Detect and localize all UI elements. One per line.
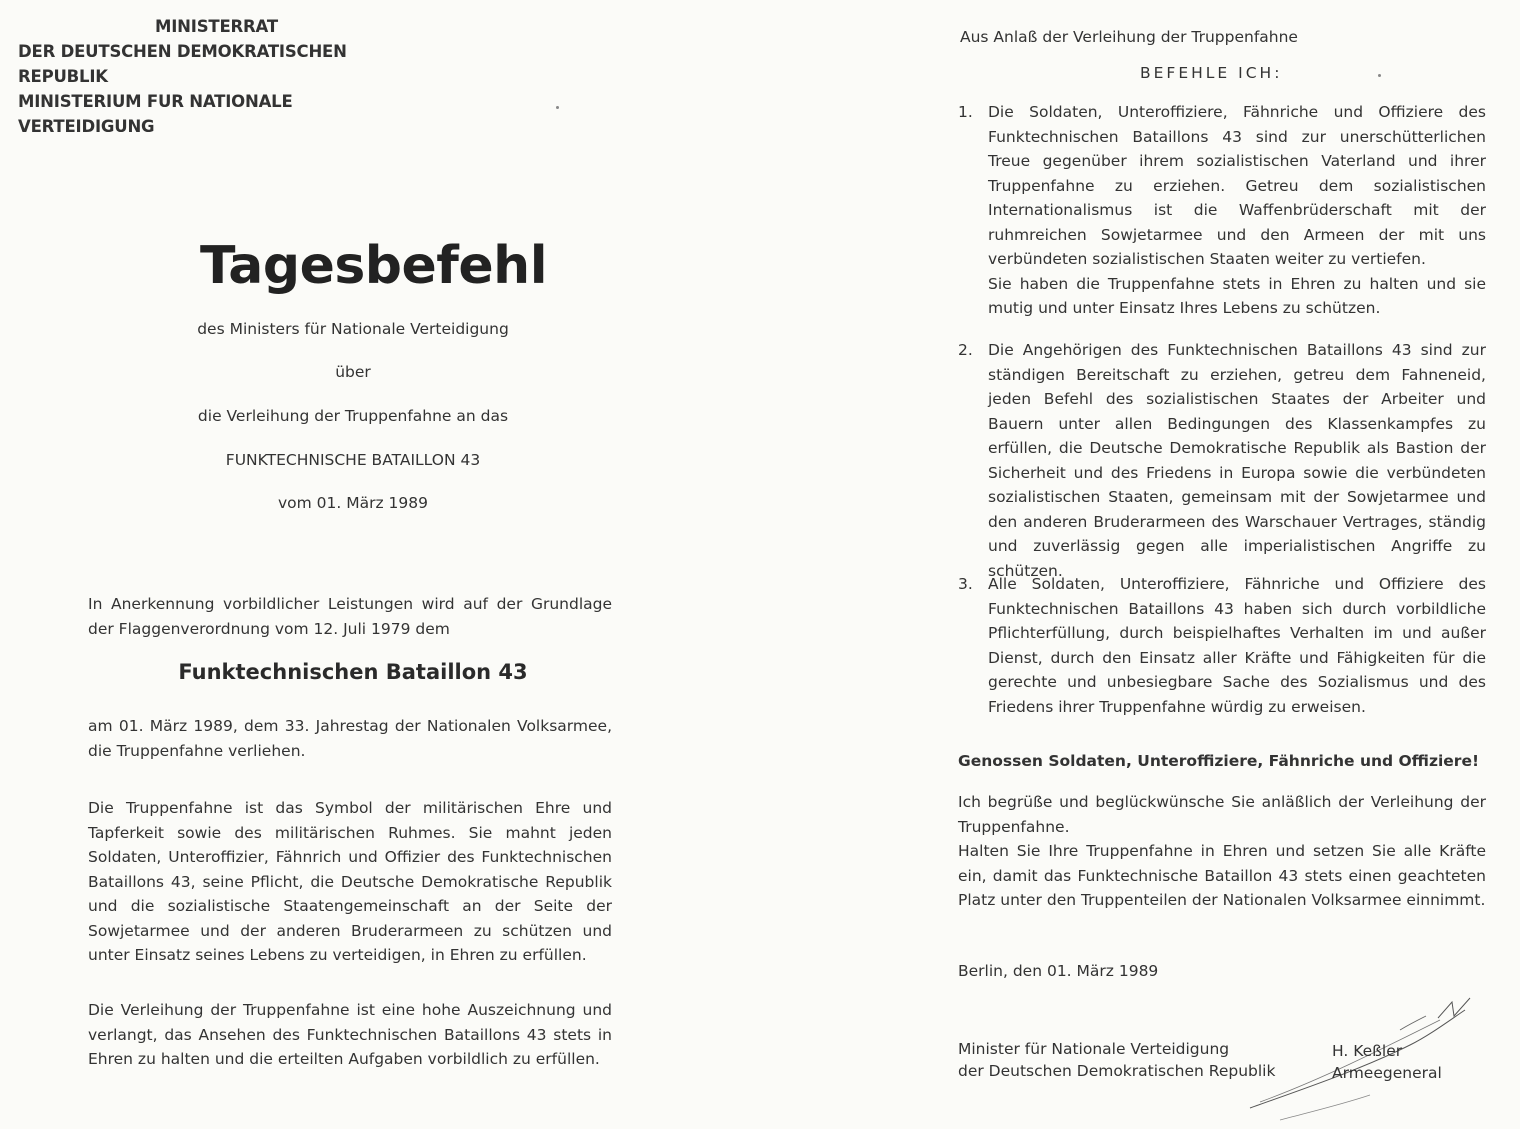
- order-body: [988, 338, 1486, 583]
- subtitle-date: vom 01. März 1989: [277, 494, 428, 512]
- order-number: 3.: [958, 575, 973, 593]
- order-body: [988, 572, 1486, 719]
- subtitle-award: die Verleihung der Truppenfahne an das: [197, 407, 509, 425]
- signer-rank: Armeegeneral: [1332, 1064, 1442, 1082]
- greeting-paragraph: Ich begrüße und beglückwünsche Sie anläßlich der Verleihung der Truppenfahne.: [958, 793, 1486, 836]
- flag-symbol-paragraph: Die Truppenfahne ist das Symbol der militärischen Ehre und Tapferkeit sowie des militärischen Ruhmes. Sie mahnt jeden Soldaten, Unteroffizier, Fähnrich und Offizier des Funktechnischen Bataillons 43, seine Pflicht, die Deutsche Demokratische Republik und die sozialistische Staatengemeinschaft an der Seite der Sowjetarmee und der anderen Bruderarmeen zu schützen und unter Einsatz seines Lebens zu verteidigen, in Ehren zu erfüllen.: [88, 799, 612, 964]
- paper-speck: [1378, 74, 1381, 77]
- signer-name: H. Keßler: [1332, 1042, 1403, 1060]
- order-body: [988, 100, 1486, 321]
- intro-paragraph: In Anerkennung vorbildlicher Leistungen wird auf der Grundlage der Flaggenverordnung vom 12. Juli 1979 dem: [88, 595, 612, 638]
- subtitle-unit: FUNKTECHNISCHE BATAILLON 43: [225, 451, 481, 469]
- header-line-2: DER DEUTSCHEN DEMOKRATISCHEN REPUBLIK: [18, 42, 347, 86]
- right-page: [760, 0, 1520, 1129]
- subtitle-minister: des Ministers für Nationale Verteidigung: [197, 320, 509, 338]
- place-date: Berlin, den 01. März 1989: [958, 962, 1159, 980]
- honor-paragraph: Die Verleihung der Truppenfahne ist eine hohe Auszeichnung und verlangt, das Ansehen des Funktechnischen Bataillons 43 stets in Ehren zu halten und die erteilten Aufgaben vorbildlich zu erfüllen.: [88, 1001, 612, 1068]
- closing-paragraph: Halten Sie Ihre Truppenfahne in Ehren und setzen Sie alle Kräfte ein, damit das Funktechnische Bataillon 43 stets einen geachteten Platz unter den Truppenteilen der Nationalen Volksarmee einnimmt.: [958, 842, 1486, 909]
- minister-title-line-1: Minister für Nationale Verteidigung: [958, 1040, 1230, 1058]
- order-text: Die Angehörigen des Funktechnischen Bataillons 43 sind zur ständigen Bereitschaft zu erziehen, getreu dem Fahneneid, jeden Befehl des sozialistischen Staates der Arbeiter und Bauern unter allen Bedingungen des Klassenkampfes zu erfüllen, die Deutsche Demokratische Republik als Bastion der Sicherheit und des Friedens in Europa sowie die verbündeten sozialistischen Staaten, gemeinsam mit der Sowjetarmee und den anderen Bruderarmeen des Warschauer Vertrages, ständig und zuverlässig gegen alle imperialistischen Angriffe zu schützen.: [988, 341, 1486, 580]
- order-text-continued: Sie haben die Truppenfahne stets in Ehren zu halten und sie mutig und unter Einsatz Ihres Lebens zu schützen.: [988, 274, 1486, 317]
- order-text: Alle Soldaten, Unteroffiziere, Fähnriche und Offiziere des Funktechnischen Bataillons 43 haben sich durch vorbildliche Pflichterfüllung, durch beispielhaftes Verhalten im und außer Dienst, durch den Einsatz aller Kräfte und Fähigkeiten für die gerechte und unbesiegbare Sache des Sozialismus und des Friedens ihrer Truppenfahne würdig zu erweisen.: [988, 575, 1486, 716]
- award-paragraph: am 01. März 1989, dem 33. Jahrestag der Nationalen Volksarmee, die Truppenfahne verliehen.: [88, 717, 612, 760]
- order-text: Die Soldaten, Unteroffiziere, Fähnriche und Offiziere des Funktechnischen Bataillons 43 sind zur unerschütterlichen Treue gegenüber ihrem sozialistischen Vaterland und ihrer Truppenfahne zu erziehen. Getreu dem sozialistischen Internationalismus ist die Waffenbrüderschaft mit der ruhmreichen Sowjetarmee und den Armeen der mit uns verbündeten sozialistischen Staaten weiter zu vertiefen.: [988, 103, 1486, 268]
- subtitle-about: über: [335, 363, 371, 381]
- comrades-salutation: Genossen Soldaten, Unteroffiziere, Fähnriche und Offiziere!: [958, 752, 1480, 770]
- minister-title: [958, 1038, 1275, 1082]
- header-line-1: MINISTERRAT: [155, 17, 278, 36]
- ministry-header: [18, 14, 418, 139]
- greeting-block: [958, 790, 1486, 913]
- signer-block: [1332, 1040, 1442, 1084]
- paper-speck: [556, 106, 559, 109]
- order-number: 1.: [958, 103, 973, 121]
- command-heading: BEFEHLE ICH:: [1140, 64, 1283, 82]
- occasion-line: Aus Anlaß der Verleihung der Truppenfahne: [960, 28, 1298, 46]
- header-line-3: MINISTERIUM FUR NATIONALE VERTEIDIGUNG: [18, 92, 293, 136]
- order-number: 2.: [958, 341, 973, 359]
- unit-name: Funktechnischen Bataillon 43: [178, 660, 528, 684]
- minister-title-line-2: der Deutschen Demokratischen Republik: [958, 1062, 1276, 1080]
- document-title: Tagesbefehl: [200, 236, 548, 296]
